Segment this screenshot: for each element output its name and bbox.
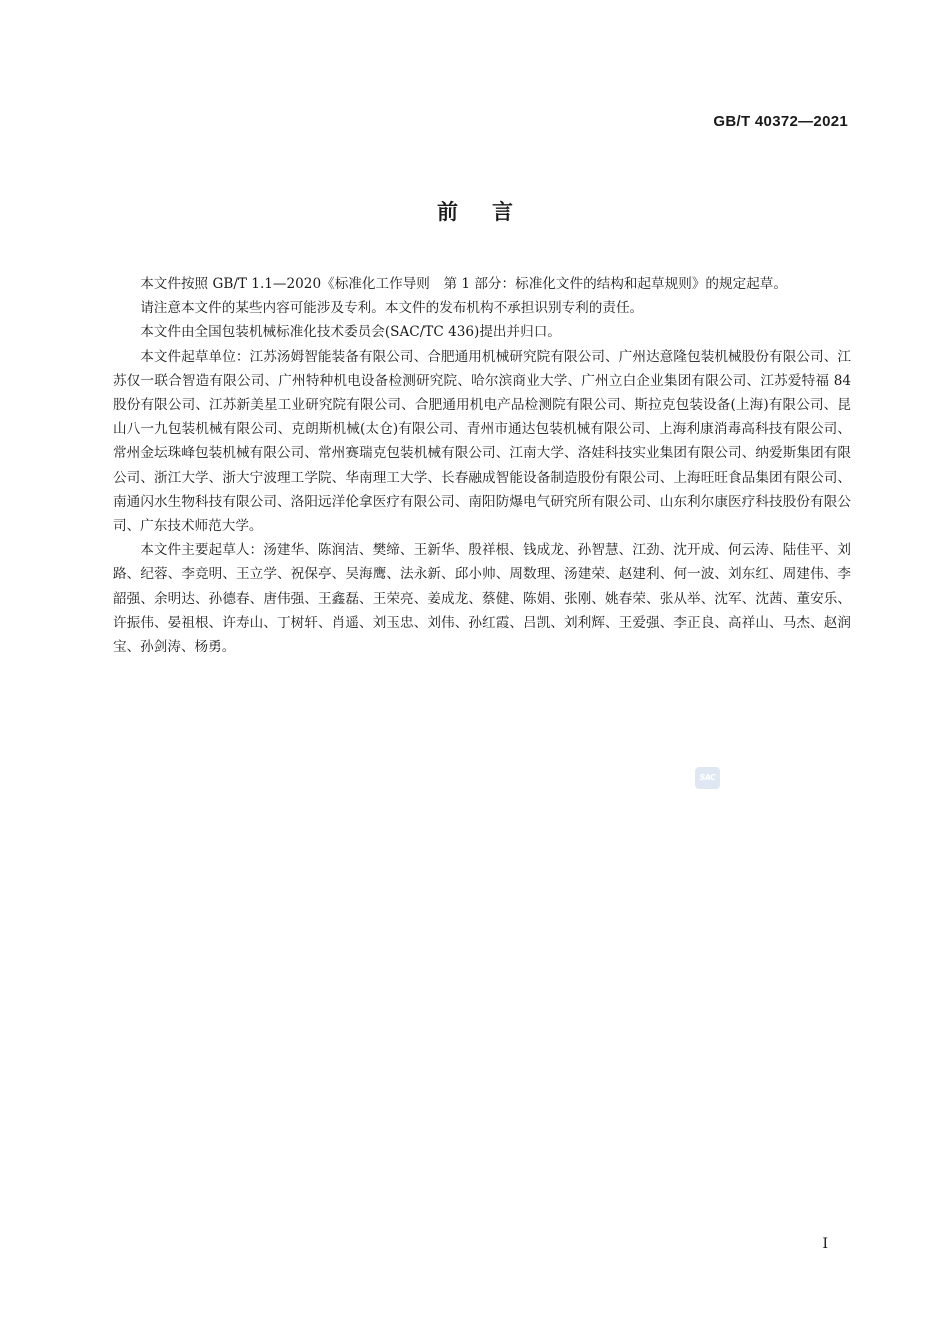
paragraph-drafters: 本文件主要起草人：汤建华、陈润洁、樊缔、王新华、殷祥根、钱成龙、孙智慧、江劲、沈开成、何云涛、陆佳平、刘路、纪蓉、李竞明、王立学、祝保亭、吴海鹰、法永新、邱小帅、周数理、汤建荣、赵建利、何一波、刘东红、周建伟、李韶强、余明达、孙德春、唐伟强、王鑫磊、王荣亮、姜成龙、蔡健、陈娟、张刚、姚春荣、张从举、沈军、沈茜、董安乐、许振伟、晏祖根、许寿山、丁树轩、肖遥、刘玉忠、刘伟、孙红霞、吕凯、刘利辉、王爱强、李正良、高祥山、马杰、赵润宝、孙剑涛、杨勇。 [113,542,851,656]
paragraph-drafting-units: 本文件起草单位：江苏汤姆智能装备有限公司、合肥通用机械研究院有限公司、广州达意隆包装机械股份有限公司、江苏仅一联合智造有限公司、广州特种机电设备检测研究院、哈尔滨商业大学、广州立白企业集团有限公司、江苏爱特福 84 股份有限公司、江苏新美星工业研究院有限公司、合肥通用机电产品检测院有限公司、斯拉克包装设备(上海)有限公司、昆山八一九包装机械有限公司、克朗斯机械(太仓)有限公司、青州市通达包装机械有限公司、上海利康消毒高科技有限公司、常州金坛珠峰包装机械有限公司、常州赛瑞克包装机械有限公司、江南大学、洛娃科技实业集团有限公司、纳爱斯集团有限公司、浙江大学、浙大宁波理工学院、华南理工大学、长春融成智能设备制造股份有限公司、上海旺旺食品集团有限公司、南通闪水生物科技有限公司、洛阳远洋伦拿医疗有限公司、南阳防爆电气研究所有限公司、山东利尔康医疗科技股份有限公司、广东技术师范大学。 [113,348,851,535]
standard-number: GB/T 40372—2021 [713,113,848,130]
paragraph-patent-notice: 请注意本文件的某些内容可能涉及专利。本文件的发布机构不承担识别专利的责任。 [140,300,644,317]
paragraph-drafting-rules: 本文件按照 GB/T 1.1—2020《标准化工作导则 第 1 部分：标准化文件的结构和起草规则》的规定起草。 [140,276,787,292]
sac-watermark-logo: SAC [695,767,720,789]
paragraph-proposer: 本文件由全国包装机械标准化技术委员会(SAC/TC 436)提出并归口。 [140,324,561,341]
page-title: 前言 [437,200,547,224]
foreword-body [113,272,851,659]
page-number: I [822,1236,828,1252]
